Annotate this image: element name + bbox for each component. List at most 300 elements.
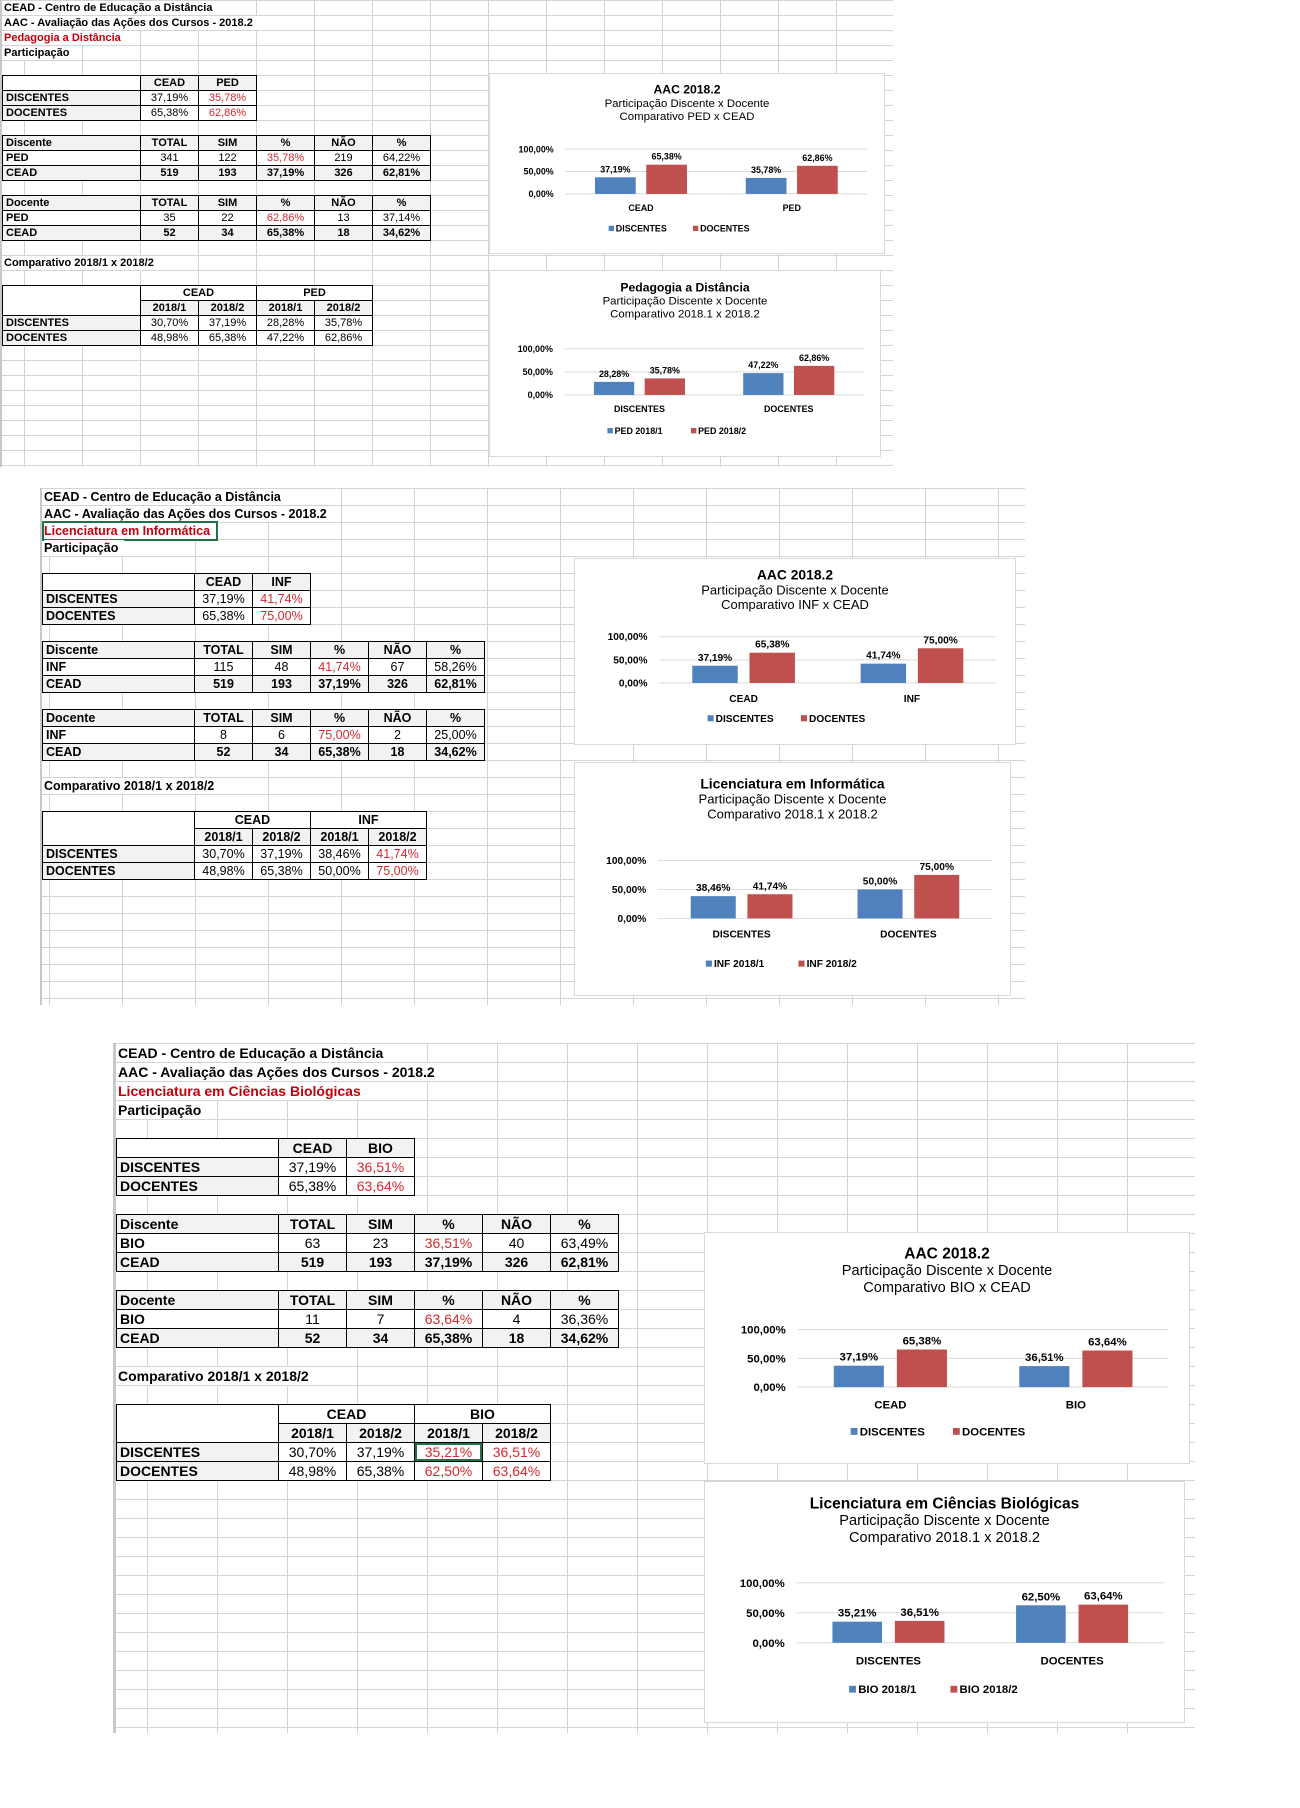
row-label[interactable]: DISCENTES xyxy=(117,1443,279,1462)
row-label[interactable]: DOCENTES xyxy=(3,331,141,346)
data-label: 75,00% xyxy=(923,635,958,647)
comparativo-table xyxy=(42,811,427,880)
comparativo-table xyxy=(2,285,373,346)
column-header[interactable]: SIM xyxy=(253,710,311,727)
cell-value[interactable]: 65,38% xyxy=(311,744,369,761)
column-header[interactable]: PED xyxy=(199,76,257,91)
chart-subtitle: Participação Discente x Docente xyxy=(839,1513,1050,1530)
cell-value[interactable]: 115 xyxy=(195,659,253,676)
cell-value[interactable]: 37,19% xyxy=(347,1443,415,1462)
bar[interactable] xyxy=(794,366,834,395)
period-header[interactable]: 2018/2 xyxy=(315,301,373,316)
summary-row xyxy=(43,591,311,608)
legend-label[interactable]: DISCENTES xyxy=(715,713,774,725)
data-label: 35,78% xyxy=(649,365,680,376)
cell-value[interactable]: 38,46% xyxy=(311,846,369,863)
bar[interactable] xyxy=(594,382,634,395)
header-eval: AAC - Avaliação das Ações dos Cursos - 2018.2 xyxy=(118,1063,441,1081)
cell-value[interactable]: 63,64% xyxy=(483,1462,551,1481)
chart-period-comparison[interactable] xyxy=(574,762,1011,996)
cell-value[interactable]: 75,00% xyxy=(369,863,427,880)
column-header[interactable]: Docente xyxy=(117,1291,279,1310)
course-value[interactable]: 62,86% xyxy=(199,106,257,121)
column-header[interactable]: TOTAL xyxy=(141,196,199,211)
table-row xyxy=(117,1329,619,1348)
legend-label[interactable]: PED 2018/1 xyxy=(614,425,663,436)
table-row xyxy=(3,226,431,241)
cell-value[interactable]: 41,74% xyxy=(311,659,369,676)
data-label: 36,51% xyxy=(900,1606,939,1619)
group-header[interactable]: CEAD xyxy=(141,286,257,301)
row-label[interactable]: DISCENTES xyxy=(3,91,141,106)
cell-value[interactable]: 23 xyxy=(347,1234,415,1253)
row-label[interactable]: CEAD xyxy=(117,1253,279,1272)
cell-value[interactable]: 34 xyxy=(253,744,311,761)
cell-value[interactable]: 58,26% xyxy=(427,659,485,676)
course-value[interactable]: 63,64% xyxy=(347,1177,415,1196)
column-header[interactable]: BIO xyxy=(347,1139,415,1158)
chart-subtitle: Comparativo 2018.1 x 2018.2 xyxy=(707,806,878,822)
column-header[interactable]: % xyxy=(257,136,315,151)
cell-value[interactable]: 37,19% xyxy=(311,676,369,693)
legend-swatch xyxy=(609,226,614,231)
cell-value[interactable]: 18 xyxy=(369,744,427,761)
bar[interactable] xyxy=(747,894,792,918)
legend-label[interactable]: BIO 2018/2 xyxy=(959,1684,1018,1697)
column-header[interactable]: NÃO xyxy=(483,1215,551,1234)
table-row xyxy=(43,744,485,761)
comparativo-row xyxy=(43,863,427,880)
column-header[interactable]: % xyxy=(427,642,485,659)
cell-value[interactable]: 193 xyxy=(199,166,257,181)
column-header[interactable]: TOTAL xyxy=(279,1291,347,1310)
x-tick-label: DOCENTES xyxy=(1040,1655,1104,1668)
bar[interactable] xyxy=(691,896,736,918)
chart-course-vs-cead[interactable] xyxy=(574,558,1016,745)
legend-label[interactable]: PED 2018/2 xyxy=(698,425,747,436)
course-value[interactable]: 41,74% xyxy=(253,591,311,608)
bar[interactable] xyxy=(645,378,685,395)
cell-value[interactable]: 34,62% xyxy=(373,226,431,241)
comparativo-group-row xyxy=(117,1405,551,1424)
cell-value[interactable]: 48 xyxy=(253,659,311,676)
cell-value[interactable]: 50,00% xyxy=(311,863,369,880)
blank-cell[interactable] xyxy=(3,286,141,301)
y-tick-label: 0,00% xyxy=(617,913,647,925)
bar[interactable] xyxy=(646,165,687,194)
cead-value[interactable]: 65,38% xyxy=(195,608,253,625)
bar[interactable] xyxy=(797,166,838,194)
column-header[interactable]: % xyxy=(311,642,369,659)
chart-title: Licenciatura em Informática xyxy=(700,775,885,792)
row-label[interactable]: DISCENTES xyxy=(117,1158,279,1177)
cell-value[interactable]: 62,81% xyxy=(373,166,431,181)
summary-table xyxy=(42,573,311,625)
cell-value[interactable]: 37,19% xyxy=(257,166,315,181)
cell-value[interactable]: 326 xyxy=(315,166,373,181)
row-label[interactable]: DOCENTES xyxy=(117,1462,279,1481)
column-header[interactable]: % xyxy=(257,196,315,211)
group-header[interactable]: INF xyxy=(311,812,427,829)
cell-value[interactable]: 193 xyxy=(347,1253,415,1272)
x-tick-label: INF xyxy=(903,694,921,706)
legend-label[interactable]: DISCENTES xyxy=(859,1426,925,1439)
course-value[interactable]: 75,00% xyxy=(253,608,311,625)
group-header[interactable]: BIO xyxy=(415,1405,551,1424)
y-tick-label: 50,00% xyxy=(746,1607,785,1620)
bar[interactable] xyxy=(918,648,963,683)
blank-cell[interactable] xyxy=(43,829,195,846)
bar[interactable] xyxy=(897,1350,947,1388)
bar[interactable] xyxy=(1016,1605,1066,1643)
column-header[interactable]: TOTAL xyxy=(279,1215,347,1234)
data-label: 62,86% xyxy=(799,352,830,363)
discente-table xyxy=(2,135,431,181)
docente-table xyxy=(42,709,485,761)
x-tick-label: CEAD xyxy=(628,202,654,213)
column-header[interactable]: % xyxy=(415,1215,483,1234)
cell-value[interactable]: 37,14% xyxy=(373,211,431,226)
row-label[interactable]: BIO xyxy=(117,1310,279,1329)
chart-course-vs-cead[interactable] xyxy=(704,1232,1190,1464)
row-label[interactable]: CEAD xyxy=(43,676,195,693)
row-label[interactable]: INF xyxy=(43,727,195,744)
column-header[interactable]: % xyxy=(311,710,369,727)
row-label[interactable]: DISCENTES xyxy=(43,846,195,863)
cell-value[interactable]: 326 xyxy=(483,1253,551,1272)
column-header[interactable]: Discente xyxy=(43,642,195,659)
header-org: CEAD - Centro de Educação a Distância xyxy=(4,1,218,15)
cell-value[interactable]: 65,38% xyxy=(257,226,315,241)
cell-value[interactable]: 67 xyxy=(369,659,427,676)
cell-value[interactable]: 35,78% xyxy=(257,151,315,166)
x-tick-label: CEAD xyxy=(729,694,758,706)
cell-value[interactable]: 34 xyxy=(347,1329,415,1348)
bar[interactable] xyxy=(692,666,737,683)
chart-subtitle: Comparativo INF x CEAD xyxy=(721,597,869,613)
bar[interactable] xyxy=(743,373,783,395)
cell-value[interactable]: 22 xyxy=(199,211,257,226)
column-header[interactable]: % xyxy=(551,1215,619,1234)
legend-label[interactable]: BIO 2018/1 xyxy=(858,1684,917,1697)
column-header[interactable] xyxy=(117,1139,279,1158)
cell-value[interactable]: 519 xyxy=(195,676,253,693)
y-tick-label: 100,00% xyxy=(518,144,554,155)
row-label[interactable]: BIO xyxy=(117,1234,279,1253)
cell-value[interactable]: 65,38% xyxy=(253,863,311,880)
cell-value[interactable]: 65,38% xyxy=(199,331,257,346)
cell-value[interactable]: 36,51% xyxy=(483,1443,551,1462)
cell-value[interactable]: 34,62% xyxy=(551,1329,619,1348)
cell-value[interactable]: 341 xyxy=(141,151,199,166)
period-header[interactable]: 2018/1 xyxy=(311,829,369,846)
cell-value[interactable]: 25,00% xyxy=(427,727,485,744)
column-header[interactable]: NÃO xyxy=(315,136,373,151)
cell-value[interactable]: 34,62% xyxy=(427,744,485,761)
comparativo-row xyxy=(3,331,373,346)
cell-value[interactable]: 48,98% xyxy=(195,863,253,880)
group-header[interactable]: CEAD xyxy=(279,1405,415,1424)
period-header[interactable]: 2018/1 xyxy=(141,301,199,316)
table-row xyxy=(43,727,485,744)
header-topic: Participação xyxy=(118,1101,207,1119)
summary-header-row xyxy=(3,76,257,91)
comparativo-table xyxy=(116,1404,551,1481)
period-header[interactable]: 2018/2 xyxy=(347,1424,415,1443)
column-header[interactable]: CEAD xyxy=(141,76,199,91)
bar[interactable] xyxy=(914,875,959,919)
row-label[interactable]: INF xyxy=(43,659,195,676)
column-header[interactable]: NÃO xyxy=(369,710,427,727)
bar[interactable] xyxy=(834,1366,884,1387)
cell-value[interactable]: 48,98% xyxy=(141,331,199,346)
comparativo-row xyxy=(43,846,427,863)
column-header[interactable]: % xyxy=(373,136,431,151)
column-header[interactable]: Discente xyxy=(117,1215,279,1234)
cell-value[interactable]: 36,51% xyxy=(415,1234,483,1253)
bar[interactable] xyxy=(895,1621,945,1643)
comparativo-period-row xyxy=(3,301,373,316)
period-header[interactable]: 2018/1 xyxy=(195,829,253,846)
column-header[interactable]: SIM xyxy=(199,136,257,151)
data-label: 65,38% xyxy=(651,151,682,162)
period-header[interactable]: 2018/2 xyxy=(199,301,257,316)
bar[interactable] xyxy=(858,889,903,918)
legend-label[interactable]: DOCENTES xyxy=(962,1426,1026,1439)
cell-value[interactable]: 2 xyxy=(369,727,427,744)
chart-period-comparison[interactable] xyxy=(489,270,881,457)
group-header[interactable]: PED xyxy=(257,286,373,301)
cell-value[interactable]: 52 xyxy=(279,1329,347,1348)
cead-value[interactable]: 37,19% xyxy=(279,1158,347,1177)
row-label[interactable]: PED xyxy=(3,151,141,166)
cell-value[interactable]: 62,81% xyxy=(551,1253,619,1272)
cell-value[interactable]: 30,70% xyxy=(279,1443,347,1462)
cell-value[interactable]: 30,70% xyxy=(195,846,253,863)
cell-value[interactable]: 48,98% xyxy=(279,1462,347,1481)
cell-value[interactable]: 219 xyxy=(315,151,373,166)
row-label[interactable]: DOCENTES xyxy=(43,863,195,880)
cell-value[interactable]: 519 xyxy=(141,166,199,181)
data-label: 63,64% xyxy=(1084,1590,1123,1603)
cell-value[interactable]: 6 xyxy=(253,727,311,744)
bar[interactable] xyxy=(832,1622,882,1643)
bar[interactable] xyxy=(1079,1605,1129,1643)
cell-value[interactable]: 13 xyxy=(315,211,373,226)
cell-value[interactable]: 62,50% xyxy=(415,1462,483,1481)
cell-value[interactable]: 18 xyxy=(315,226,373,241)
cell-value[interactable]: 18 xyxy=(483,1329,551,1348)
column-header[interactable]: % xyxy=(373,196,431,211)
y-tick-label: 100,00% xyxy=(606,855,647,867)
column-header[interactable]: Docente xyxy=(43,710,195,727)
period-header[interactable]: 2018/2 xyxy=(483,1424,551,1443)
discente-table-header xyxy=(3,136,431,151)
chart-subtitle: Participação Discente x Docente xyxy=(604,97,770,110)
cell-value[interactable]: 8 xyxy=(195,727,253,744)
legend-label[interactable]: INF 2018/2 xyxy=(806,959,857,971)
row-label[interactable]: CEAD xyxy=(3,226,141,241)
cell-value[interactable]: 37,19% xyxy=(199,316,257,331)
blank-cell[interactable] xyxy=(117,1405,279,1424)
cell-value[interactable]: 34 xyxy=(199,226,257,241)
column-header[interactable]: NÃO xyxy=(483,1291,551,1310)
row-label[interactable]: CEAD xyxy=(117,1329,279,1348)
row-label[interactable]: PED xyxy=(3,211,141,226)
cell-value[interactable]: 52 xyxy=(195,744,253,761)
discente-table-header xyxy=(43,642,485,659)
cell-value[interactable]: 36,36% xyxy=(551,1310,619,1329)
row-label[interactable]: CEAD xyxy=(3,166,141,181)
column-header[interactable]: SIM xyxy=(347,1291,415,1310)
legend-label[interactable]: DISCENTES xyxy=(615,223,667,234)
column-header[interactable]: Discente xyxy=(3,136,141,151)
blank-cell[interactable] xyxy=(43,812,195,829)
legend-swatch xyxy=(798,961,804,967)
header-topic: Participação xyxy=(4,46,75,60)
chart-title: AAC 2018.2 xyxy=(904,1245,990,1263)
blank-cell[interactable] xyxy=(117,1424,279,1443)
cead-value[interactable]: 37,19% xyxy=(195,591,253,608)
cell-value[interactable]: 52 xyxy=(141,226,199,241)
column-header[interactable]: % xyxy=(427,710,485,727)
legend-swatch xyxy=(691,428,696,433)
data-label: 36,51% xyxy=(1025,1352,1064,1365)
cell-value[interactable]: 193 xyxy=(253,676,311,693)
data-label: 47,22% xyxy=(748,360,779,371)
row-label[interactable]: DISCENTES xyxy=(43,591,195,608)
column-header[interactable]: TOTAL xyxy=(141,136,199,151)
cell-value[interactable]: 35,78% xyxy=(315,316,373,331)
table-row xyxy=(3,211,431,226)
column-header[interactable]: CEAD xyxy=(195,574,253,591)
row-label[interactable]: DOCENTES xyxy=(3,106,141,121)
cead-value[interactable]: 65,38% xyxy=(141,106,199,121)
column-header[interactable] xyxy=(43,574,195,591)
data-label: 38,46% xyxy=(696,883,731,895)
column-header[interactable]: SIM xyxy=(347,1215,415,1234)
summary-row xyxy=(43,608,311,625)
docente-table xyxy=(2,195,431,241)
cell-value[interactable]: 35,21% xyxy=(415,1443,483,1462)
bar[interactable] xyxy=(861,664,906,683)
course-value[interactable]: 36,51% xyxy=(347,1158,415,1177)
blank-cell[interactable] xyxy=(3,301,141,316)
header-course[interactable]: Licenciatura em Informática xyxy=(44,523,216,539)
period-header[interactable]: 2018/1 xyxy=(257,301,315,316)
column-header[interactable]: % xyxy=(551,1291,619,1310)
bar[interactable] xyxy=(595,177,636,194)
legend-label[interactable]: INF 2018/1 xyxy=(713,959,765,971)
cell-value[interactable]: 65,38% xyxy=(415,1329,483,1348)
chart-course-vs-cead[interactable] xyxy=(489,73,885,254)
period-header[interactable]: 2018/2 xyxy=(253,829,311,846)
period-header[interactable]: 2018/1 xyxy=(415,1424,483,1443)
group-header[interactable]: CEAD xyxy=(195,812,311,829)
chart-period-comparison[interactable] xyxy=(704,1481,1185,1723)
cell-value[interactable]: 62,81% xyxy=(427,676,485,693)
course-value[interactable]: 35,78% xyxy=(199,91,257,106)
row-label[interactable]: DOCENTES xyxy=(117,1177,279,1196)
cell-value[interactable]: 37,19% xyxy=(415,1253,483,1272)
cell-value[interactable]: 65,38% xyxy=(347,1462,415,1481)
table-row xyxy=(3,166,431,181)
cell-value[interactable]: 28,28% xyxy=(257,316,315,331)
column-header[interactable]: CEAD xyxy=(279,1139,347,1158)
column-header[interactable] xyxy=(3,76,141,91)
table-row xyxy=(43,659,485,676)
column-header[interactable]: INF xyxy=(253,574,311,591)
chart-svg xyxy=(490,74,884,253)
cell-value[interactable]: 519 xyxy=(279,1253,347,1272)
cell-value[interactable]: 62,86% xyxy=(257,211,315,226)
summary-row xyxy=(117,1158,415,1177)
cell-value[interactable]: 7 xyxy=(347,1310,415,1329)
cell-value[interactable]: 63,64% xyxy=(415,1310,483,1329)
y-tick-label: 100,00% xyxy=(517,343,553,354)
cell-value[interactable]: 41,74% xyxy=(369,846,427,863)
comparativo-period-row xyxy=(117,1424,551,1443)
cell-value[interactable]: 63 xyxy=(279,1234,347,1253)
cell-value[interactable]: 62,86% xyxy=(315,331,373,346)
column-header[interactable]: NÃO xyxy=(369,642,427,659)
bar[interactable] xyxy=(1082,1351,1132,1388)
cell-value[interactable]: 75,00% xyxy=(311,727,369,744)
row-label[interactable]: DISCENTES xyxy=(3,316,141,331)
column-header[interactable]: TOTAL xyxy=(195,710,253,727)
cell-value[interactable]: 326 xyxy=(369,676,427,693)
bar[interactable] xyxy=(746,178,787,194)
period-header[interactable]: 2018/1 xyxy=(279,1424,347,1443)
column-header[interactable]: % xyxy=(415,1291,483,1310)
row-label[interactable]: CEAD xyxy=(43,744,195,761)
column-header[interactable]: TOTAL xyxy=(195,642,253,659)
data-label: 37,19% xyxy=(600,164,631,175)
legend-swatch xyxy=(706,961,712,967)
legend-label[interactable]: DOCENTES xyxy=(700,223,750,234)
y-tick-label: 50,00% xyxy=(613,655,648,667)
cell-value[interactable]: 63,49% xyxy=(551,1234,619,1253)
cell-value[interactable]: 40 xyxy=(483,1234,551,1253)
y-tick-label: 50,00% xyxy=(747,1353,786,1366)
cead-value[interactable]: 65,38% xyxy=(279,1177,347,1196)
cell-value[interactable]: 37,19% xyxy=(253,846,311,863)
y-tick-label: 0,00% xyxy=(618,678,648,690)
cell-value[interactable]: 122 xyxy=(199,151,257,166)
data-label: 41,74% xyxy=(866,650,901,662)
legend-label[interactable]: DOCENTES xyxy=(809,713,866,725)
cead-value[interactable]: 37,19% xyxy=(141,91,199,106)
cell-value[interactable]: 64,22% xyxy=(373,151,431,166)
column-header[interactable]: SIM xyxy=(199,196,257,211)
cell-value[interactable]: 11 xyxy=(279,1310,347,1329)
summary-row xyxy=(3,106,257,121)
row-label[interactable]: DOCENTES xyxy=(43,608,195,625)
data-label: 63,64% xyxy=(1088,1336,1127,1349)
bar[interactable] xyxy=(750,653,795,683)
column-header[interactable]: SIM xyxy=(253,642,311,659)
table-row xyxy=(117,1234,619,1253)
column-header[interactable]: Docente xyxy=(3,196,141,211)
y-tick-label: 50,00% xyxy=(611,884,647,896)
cell-value[interactable]: 4 xyxy=(483,1310,551,1329)
period-header[interactable]: 2018/2 xyxy=(369,829,427,846)
cell-value[interactable]: 35 xyxy=(141,211,199,226)
column-header[interactable]: NÃO xyxy=(315,196,373,211)
bar[interactable] xyxy=(1019,1366,1069,1387)
cell-value[interactable]: 47,22% xyxy=(257,331,315,346)
cell-value[interactable]: 30,70% xyxy=(141,316,199,331)
